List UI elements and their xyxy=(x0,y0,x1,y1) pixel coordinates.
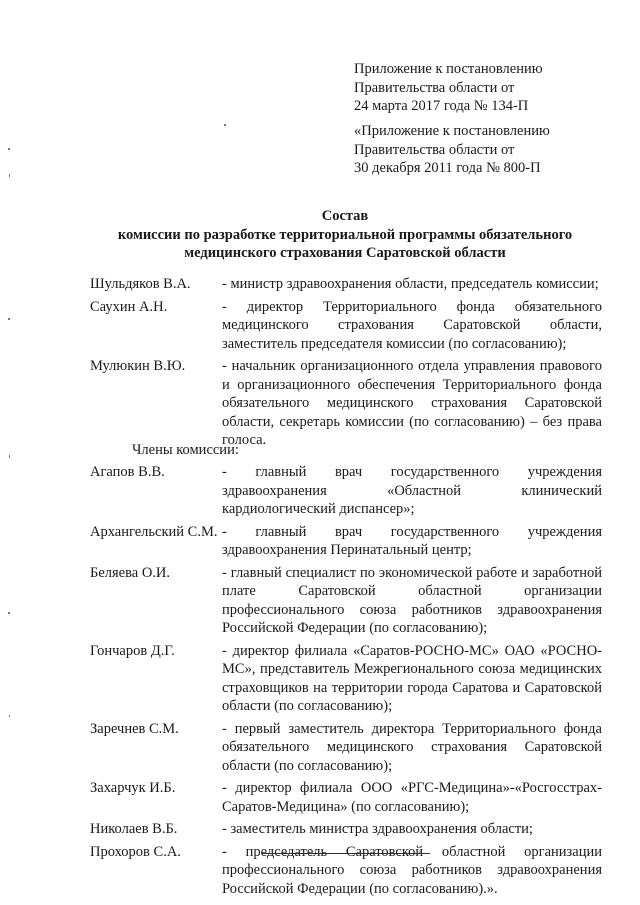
member-name: Архангельский С.М. xyxy=(90,523,218,540)
member-name: Саухин А.Н. xyxy=(90,298,168,315)
list-item xyxy=(90,357,602,450)
member-role: - главный врач государственного учреждения здравоохранения Перинатальный центр; xyxy=(222,523,602,558)
member-role: - директор Территориального фонда обязательного медицинского страхования Саратовской области, заместитель председателя комиссии (по согласованию); xyxy=(222,298,602,352)
list-item xyxy=(90,779,602,816)
member-role: - директор филиала «Саратов-РОСНО-МС» ОАО «РОСНО-МС», представитель Межрегионального союза медицинских страховщиков на территории города Саратова и Саратовской области (по согласованию); xyxy=(222,642,602,714)
scan-speck xyxy=(9,174,10,177)
appendix-line: Правительства области от xyxy=(354,79,515,96)
member-role: - председатель Саратовской областной организации профессионального союза работников здравоохранения Российской Федерации (по согласованию).». xyxy=(222,843,602,897)
member-name: Захарчук И.Б. xyxy=(90,780,176,796)
scan-speck xyxy=(8,612,10,614)
list-item xyxy=(90,820,602,839)
appendix-line: «Приложение к постановлению xyxy=(354,123,550,139)
appendix-reference-original xyxy=(354,122,550,178)
scan-speck xyxy=(8,148,10,150)
members-heading: Члены комиссии: xyxy=(132,442,239,458)
member-name: Заречнев С.М. xyxy=(90,720,179,737)
member-role: - заместитель министра здравоохранения области; xyxy=(222,821,533,837)
list-item xyxy=(90,298,602,354)
list-item xyxy=(90,843,602,899)
scan-speck xyxy=(224,124,226,126)
appendix-reference-current xyxy=(354,60,543,116)
member-role: - главный специалист по экономической работе и заработной плате Саратовской областной организации профессионального союза работников здравоохранения Российской Федерации (по согласованию); xyxy=(222,564,602,636)
title-line: медицинского страхования Саратовской области xyxy=(184,245,506,261)
list-item xyxy=(90,564,602,638)
list-item xyxy=(90,642,602,716)
appendix-line: Правительства области от xyxy=(354,141,515,158)
member-name: Прохоров С.А. xyxy=(90,843,181,860)
title-line: комиссии по разработке территориальной программы обязательного xyxy=(117,226,573,243)
commission-members-list xyxy=(90,463,602,902)
member-name: Шульдяков В.А. xyxy=(90,276,191,292)
member-role: - директор филиала ООО «РГС-Медицина»-«Росгосстрах-Саратов-Медицина» (по согласованию); xyxy=(222,780,602,815)
appendix-line: 30 декабря 2011 года № 800-П xyxy=(354,160,541,176)
member-name: Николаев В.Б. xyxy=(90,821,178,837)
scan-speck xyxy=(9,455,10,458)
list-item xyxy=(90,275,602,294)
member-name: Беляева О.И. xyxy=(90,564,171,581)
member-role: - главный врач государственного учреждения здравоохранения «Областной клинический кардиологический диспансер»; xyxy=(222,464,602,517)
closing-rule xyxy=(262,853,430,854)
list-item xyxy=(90,523,602,560)
member-role: - начальник организационного отдела управления правового и организационного обеспечения Территориального фонда обязательного медицинского страхования Саратовской области, секретарь комиссии (по согласованию) – без права голоса. xyxy=(222,358,602,448)
scan-speck xyxy=(9,715,10,717)
document-title xyxy=(90,207,600,263)
member-role: - министр здравоохранения области, председатель комиссии; xyxy=(222,276,599,292)
commission-leadership-list xyxy=(90,275,602,454)
member-name: Агапов В.В. xyxy=(90,464,165,480)
scan-speck xyxy=(8,318,10,320)
title-line: Состав xyxy=(321,208,369,224)
member-name: Мулюкин В.Ю. xyxy=(90,358,186,374)
list-item xyxy=(90,720,602,776)
appendix-line: 24 марта 2017 года № 134-П xyxy=(354,98,529,114)
member-name: Гончаров Д.Г. xyxy=(90,642,175,659)
list-item xyxy=(90,463,602,519)
appendix-line: Приложение к постановлению xyxy=(354,61,543,77)
member-role: - первый заместитель директора Территориального фонда обязательного медицинского страхования Саратовской области (по согласованию); xyxy=(222,720,602,774)
